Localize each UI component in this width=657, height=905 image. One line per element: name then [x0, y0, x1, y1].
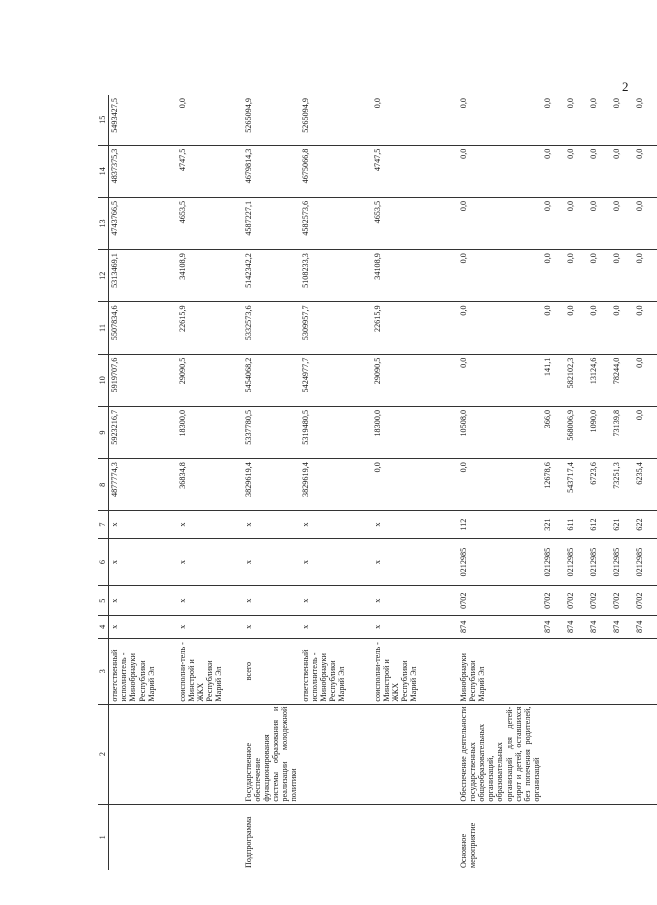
column-number: 1	[98, 804, 109, 870]
amount-cell: 543717,4	[565, 459, 588, 511]
target-item-cell: х	[243, 538, 300, 586]
column-number: 6	[98, 538, 109, 586]
amount-cell: 0,0	[611, 250, 634, 302]
amount-cell: 4653,5	[177, 197, 243, 249]
table-row	[177, 95, 243, 870]
grbs-code-cell: 874	[611, 615, 634, 638]
amount-cell: 5142342,2	[243, 250, 300, 302]
amount-cell: 3829619,4	[300, 459, 372, 511]
amount-cell: 0,0	[565, 95, 588, 145]
column-number: 13	[98, 197, 109, 249]
column-number: 8	[98, 459, 109, 511]
table-row	[565, 95, 588, 870]
amount-cell: 366,0	[542, 406, 565, 458]
target-item-cell: х	[300, 538, 372, 586]
amount-cell: 5309957,7	[300, 302, 372, 354]
executor-cell	[634, 638, 657, 704]
executor-cell	[588, 638, 611, 704]
amount-cell: 0,0	[611, 145, 634, 197]
amount-cell: 0,0	[458, 145, 543, 197]
amount-cell: 5319480,5	[300, 406, 372, 458]
amount-cell: 78244,0	[611, 354, 634, 406]
column-number: 2	[98, 704, 109, 804]
amount-cell: 10508,0	[458, 406, 543, 458]
section-code-cell: 0702	[542, 586, 565, 616]
program-name-cell: Государственное обеспечение функционирования системы образования и реализации молодежной политики	[243, 704, 300, 804]
section-code-cell: х	[243, 586, 300, 616]
amount-cell: 0,0	[588, 145, 611, 197]
amount-cell: 0,0	[542, 145, 565, 197]
row-type-cell	[565, 804, 588, 870]
table-row	[611, 95, 634, 870]
amount-cell: 4675066,8	[300, 145, 372, 197]
amount-cell: 4653,5	[372, 197, 458, 249]
table-row	[243, 95, 300, 870]
amount-cell: 0,0	[588, 95, 611, 145]
column-number: 10	[98, 354, 109, 406]
amount-cell: 0,0	[372, 95, 458, 145]
executor-cell	[611, 638, 634, 704]
program-name-cell	[588, 704, 611, 804]
section-code-cell: х	[177, 586, 243, 616]
program-name-cell	[634, 704, 657, 804]
section-code-cell: 0702	[588, 586, 611, 616]
column-number: 9	[98, 406, 109, 458]
section-code-cell: 0702	[458, 586, 543, 616]
amount-cell: 6235,4	[634, 459, 657, 511]
amount-cell: 0,0	[634, 95, 657, 145]
section-code-cell: х	[372, 586, 458, 616]
expense-type-cell: 321	[542, 511, 565, 538]
amount-cell: 0,0	[634, 302, 657, 354]
amount-cell: 0,0	[458, 302, 543, 354]
amount-cell: 0,0	[634, 197, 657, 249]
executor-cell: Минобрнауки Республики Марий Эл	[458, 638, 543, 704]
amount-cell: 12678,6	[542, 459, 565, 511]
amount-cell: 4679814,3	[243, 145, 300, 197]
section-code-cell: х	[109, 586, 177, 616]
expense-type-cell: х	[109, 511, 177, 538]
amount-cell: 4877774,3	[109, 459, 177, 511]
table-row	[458, 95, 543, 870]
column-number: 4	[98, 615, 109, 638]
amount-cell: 5493427,5	[109, 95, 177, 145]
amount-cell: 0,0	[634, 406, 657, 458]
target-item-cell: 0212985	[588, 538, 611, 586]
expense-type-cell: х	[300, 511, 372, 538]
amount-cell: 0,0	[542, 250, 565, 302]
amount-cell: 0,0	[634, 354, 657, 406]
expense-type-cell: 611	[565, 511, 588, 538]
amount-cell: 29090,5	[372, 354, 458, 406]
page-number: 2	[622, 79, 629, 94]
row-type-cell	[372, 804, 458, 870]
amount-cell: 5313469,1	[109, 250, 177, 302]
executor-cell: соисполни-тель - Минстрой и ЖКХ Республики Марий Эл	[372, 638, 458, 704]
row-type-cell	[588, 804, 611, 870]
amount-cell: 18300,0	[177, 406, 243, 458]
section-code-cell: 0702	[611, 586, 634, 616]
executor-cell: ответственный исполнитель - Минобрнауки Республики Марий Эл	[300, 638, 372, 704]
amount-cell: 4837375,3	[109, 145, 177, 197]
amount-cell: 0,0	[611, 302, 634, 354]
amount-cell: 5507834,6	[109, 302, 177, 354]
program-name-cell	[611, 704, 634, 804]
amount-cell: 568006,9	[565, 406, 588, 458]
amount-cell: 0,0	[611, 95, 634, 145]
amount-cell: 4582573,6	[300, 197, 372, 249]
amount-cell: 582102,3	[565, 354, 588, 406]
amount-cell: 5108233,3	[300, 250, 372, 302]
grbs-code-cell: 874	[634, 615, 657, 638]
row-type-cell	[542, 804, 565, 870]
amount-cell: 0,0	[611, 197, 634, 249]
grbs-code-cell: 874	[588, 615, 611, 638]
amount-cell: 0,0	[542, 95, 565, 145]
target-item-cell: х	[372, 538, 458, 586]
program-name-cell	[109, 704, 177, 804]
table-row	[634, 95, 657, 870]
amount-cell: 5337780,5	[243, 406, 300, 458]
program-name-cell	[542, 704, 565, 804]
column-number: 5	[98, 586, 109, 616]
amount-cell: 22615,9	[177, 302, 243, 354]
expense-type-cell: х	[243, 511, 300, 538]
table-row	[588, 95, 611, 870]
row-type-cell: Основное мероприятие	[458, 822, 477, 868]
column-number: 7	[98, 511, 109, 538]
row-type-cell	[300, 804, 372, 870]
grbs-code-cell: х	[109, 615, 177, 638]
grbs-code-cell: х	[372, 615, 458, 638]
amount-cell: 5923216,7	[109, 406, 177, 458]
grbs-code-cell: 874	[458, 615, 543, 638]
row-type-cell	[109, 804, 177, 870]
column-number: 15	[98, 95, 109, 145]
amount-cell: 4587227,1	[243, 197, 300, 249]
expense-type-cell: х	[372, 511, 458, 538]
amount-cell: 0,0	[542, 302, 565, 354]
program-name-cell: Обеспечение деятельности государственных общеобразовательных организаций, образовательных организаций для детей-сирот и детей, оставшихся без попечения родителей, организаций	[458, 704, 543, 804]
amount-cell: 4743766,5	[109, 197, 177, 249]
amount-cell: 34108,9	[177, 250, 243, 302]
amount-cell: 141,1	[542, 354, 565, 406]
grbs-code-cell: 874	[565, 615, 588, 638]
amount-cell: 0,0	[588, 197, 611, 249]
target-item-cell: 0212985	[565, 538, 588, 586]
row-type-cell	[177, 804, 243, 870]
table-row	[372, 95, 458, 870]
grbs-code-cell: х	[300, 615, 372, 638]
executor-cell: ответственный исполнитель - Минобрнауки Республики Марий Эл	[109, 638, 177, 704]
amount-cell: 5454068,2	[243, 354, 300, 406]
amount-cell: 3829619,4	[243, 459, 300, 511]
amount-cell: 0,0	[565, 250, 588, 302]
row-type-cell	[611, 804, 634, 870]
target-item-cell: х	[177, 538, 243, 586]
amount-cell: 29090,5	[177, 354, 243, 406]
row-type-cell	[634, 804, 657, 870]
amount-cell: 0,0	[458, 250, 543, 302]
section-code-cell: х	[300, 586, 372, 616]
grbs-code-cell: х	[177, 615, 243, 638]
program-name-cell	[565, 704, 588, 804]
amount-cell: 4747,5	[177, 145, 243, 197]
budget-table-sheet	[98, 95, 645, 870]
amount-cell: 5332573,6	[243, 302, 300, 354]
amount-cell: 0,0	[458, 354, 543, 406]
column-number: 11	[98, 302, 109, 354]
executor-cell	[542, 638, 565, 704]
amount-cell: 34108,9	[372, 250, 458, 302]
amount-cell: 0,0	[588, 302, 611, 354]
amount-cell: 0,0	[565, 302, 588, 354]
expense-type-cell: 622	[634, 511, 657, 538]
grbs-code-cell: х	[243, 615, 300, 638]
amount-cell: 5919707,6	[109, 354, 177, 406]
amount-cell: 6723,6	[588, 459, 611, 511]
row-type-cell: Подпрограмма	[243, 816, 253, 868]
amount-cell: 5265094,9	[243, 95, 300, 145]
amount-cell: 0,0	[372, 459, 458, 511]
expense-type-cell: 112	[458, 511, 543, 538]
amount-cell: 0,0	[458, 459, 543, 511]
amount-cell: 13124,6	[588, 354, 611, 406]
grbs-code-cell: 874	[542, 615, 565, 638]
expense-type-cell: 612	[588, 511, 611, 538]
executor-cell: всего	[243, 638, 300, 704]
target-item-cell: х	[109, 538, 177, 586]
table-row	[300, 95, 372, 870]
amount-cell: 1090,0	[588, 406, 611, 458]
target-item-cell: 0212985	[634, 538, 657, 586]
amount-cell: 0,0	[565, 145, 588, 197]
table-row	[542, 95, 565, 870]
amount-cell: 73139,8	[611, 406, 634, 458]
program-name-cell	[372, 704, 458, 804]
amount-cell: 0,0	[565, 197, 588, 249]
target-item-cell: 0212985	[611, 538, 634, 586]
amount-cell: 73251,3	[611, 459, 634, 511]
amount-cell: 0,0	[588, 250, 611, 302]
column-number: 12	[98, 250, 109, 302]
table-row	[109, 95, 177, 870]
column-number: 14	[98, 145, 109, 197]
amount-cell: 18300,0	[372, 406, 458, 458]
table-body	[109, 95, 657, 870]
expense-type-cell: 621	[611, 511, 634, 538]
amount-cell: 0,0	[634, 250, 657, 302]
program-name-cell	[300, 704, 372, 804]
target-item-cell: 0212985	[542, 538, 565, 586]
section-code-cell: 0702	[634, 586, 657, 616]
amount-cell: 0,0	[458, 95, 543, 145]
amount-cell: 4747,5	[372, 145, 458, 197]
section-code-cell: 0702	[565, 586, 588, 616]
amount-cell: 22615,9	[372, 302, 458, 354]
amount-cell: 36834,8	[177, 459, 243, 511]
executor-cell: соисполни-тель - Минстрой и ЖКХ Республики Марий Эл	[177, 638, 243, 704]
amount-cell: 0,0	[177, 95, 243, 145]
amount-cell: 0,0	[542, 197, 565, 249]
amount-cell: 0,0	[634, 145, 657, 197]
expense-type-cell: х	[177, 511, 243, 538]
program-name-cell	[177, 704, 243, 804]
target-item-cell: 0212985	[458, 538, 543, 586]
amount-cell: 0,0	[458, 197, 543, 249]
executor-cell	[565, 638, 588, 704]
amount-cell: 5265094,9	[300, 95, 372, 145]
column-number-row	[98, 95, 109, 870]
budget-table	[98, 95, 657, 870]
amount-cell: 5424977,7	[300, 354, 372, 406]
column-number: 3	[98, 638, 109, 704]
